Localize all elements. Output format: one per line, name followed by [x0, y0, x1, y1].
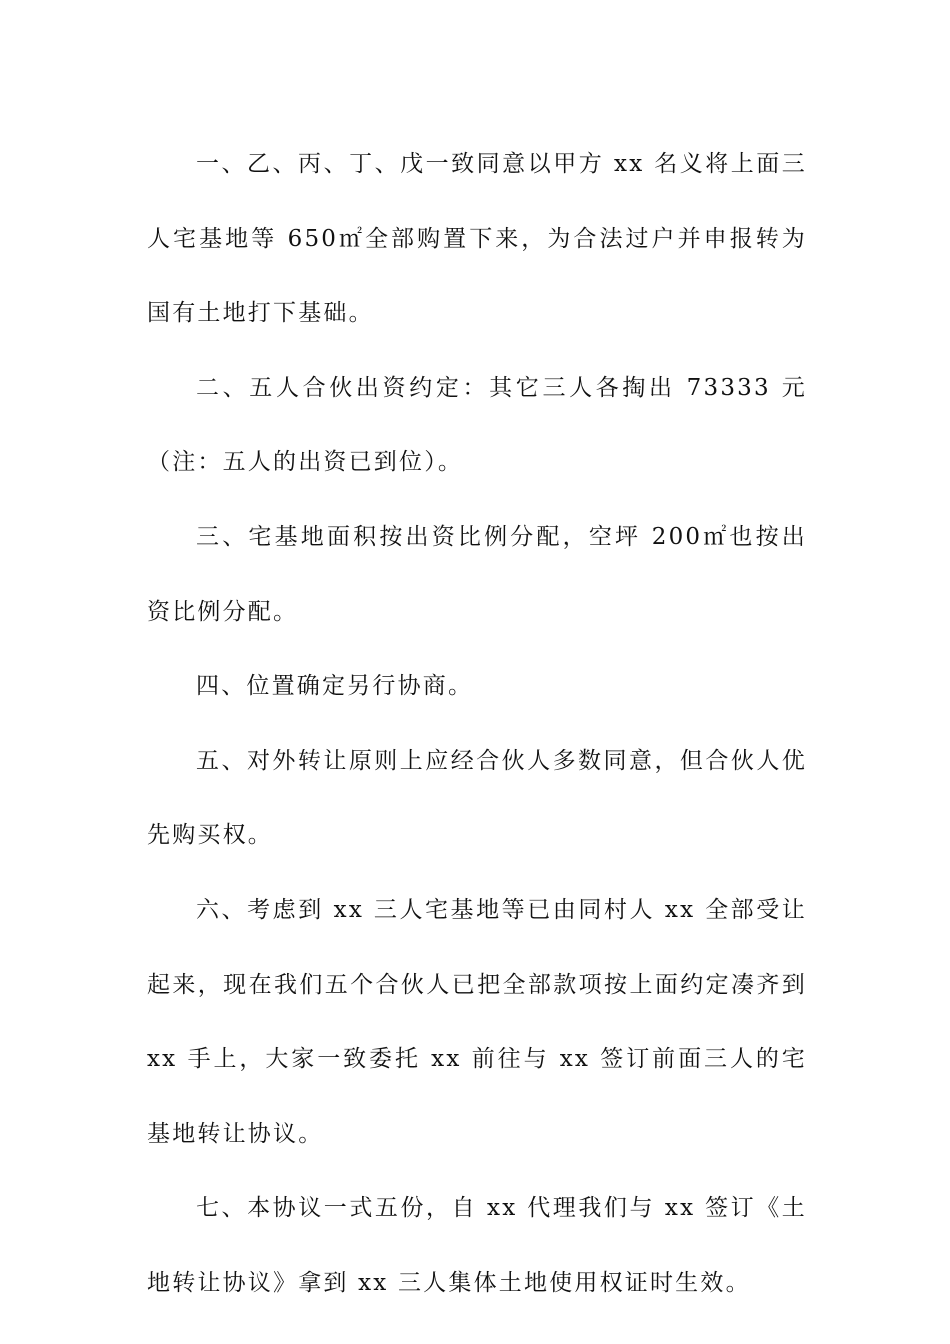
clause-5-paragraph: 五、对外转让原则上应经合伙人多数同意，但合伙人优先购买权。 — [147, 747, 807, 849]
clause-2-paragraph: 二、五人合伙出资约定：其它三人各掏出 73333 元（注：五人的出资已到位）。 — [147, 374, 807, 476]
clause-1-paragraph: 一、乙、丙、丁、戊一致同意以甲方 xx 名义将上面三人宅基地等 650㎡全部购置下来，为合法过户并申报转为国有土地打下基础。 — [147, 151, 807, 327]
clause-3-paragraph: 三、宅基地面积按出资比例分配，空坪 200㎡也按出资比例分配。 — [147, 523, 807, 625]
clause-4-paragraph: 四、位置确定另行协商。 — [196, 673, 474, 700]
clause-6-paragraph: 六、考虑到 xx 三人宅基地等已由同村人 xx 全部受让起来，现在我们五个合伙人已把全部款项按上面约定凑齐到 xx 手上，大家一致委托 xx 前往与 xx 签订前面三人的宅基地转让协议。 — [147, 896, 807, 1147]
document-body — [147, 127, 807, 1321]
clause-7-paragraph: 七、本协议一式五份，自 xx 代理我们与 xx 签订《土地转让协议》拿到 xx 三人集体土地使用权证时生效。 — [147, 1195, 807, 1296]
